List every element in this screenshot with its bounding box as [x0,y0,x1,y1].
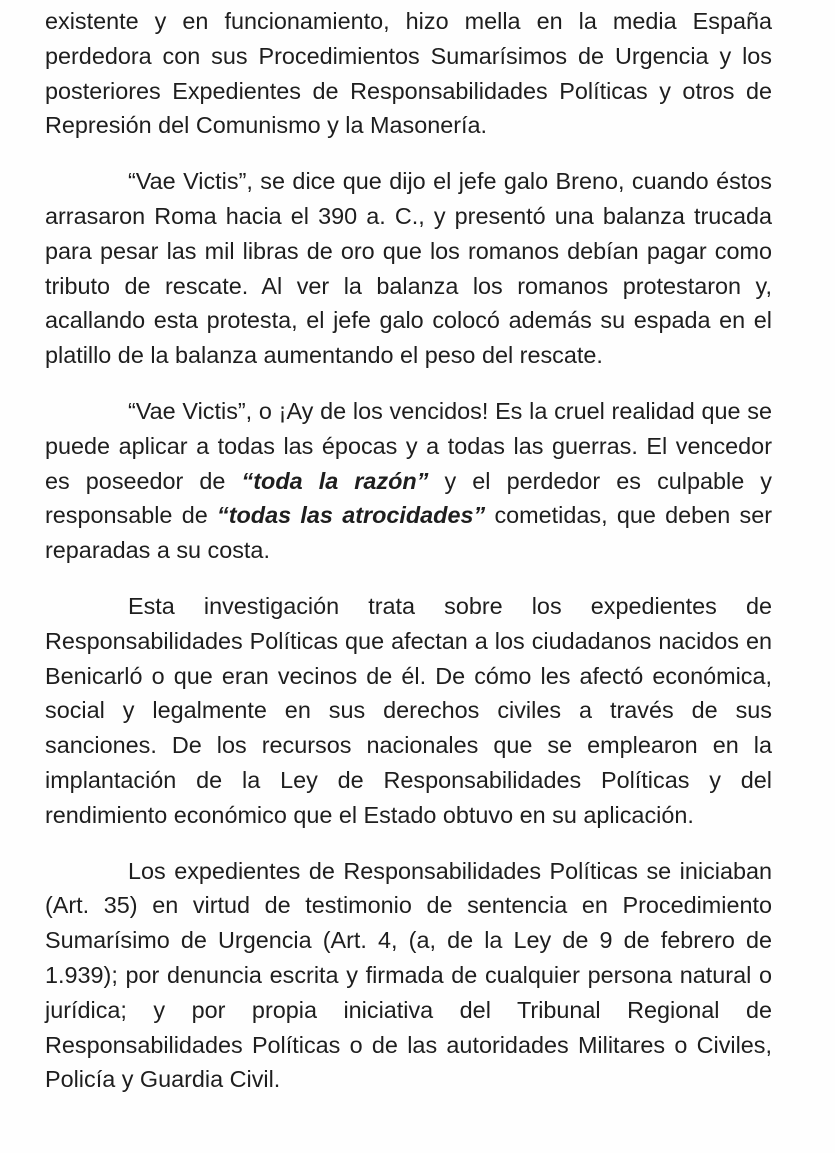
paragraph-2: “Vae Victis”, se dice que dijo el jefe galo Breno, cuando éstos arrasaron Roma hacia el 390 a. C., y presentó una balanza trucada para pesar las mil libras de oro que los romanos debían pagar como tributo de rescate. Al ver la balanza los romanos protestaron y, acallando esta protesta, el jefe galo colocó además su espada en el platillo de la balanza aumentando el peso del rescate. [45,168,772,369]
paragraph-3-text-a: “Vae Victis”, o ¡Ay de los vencidos! Es la cruel realidad que se puede aplicar a todas las épocas y a todas las guerras. El vencedor es poseedor de [45,397,772,494]
paragraph-5: Los expedientes de Responsabilidades Políticas se iniciaban (Art. 35) en virtud de testimonio de sentencia en Procedimiento Sumarísimo de Urgencia (Art. 4, (a, de la Ley de 9 de febrero de 1.939); por denuncia escrita y firmada de cualquier persona natural o jurídica; y por propia iniciativa del Tribunal Regional de Responsabilidades Políticas o de las autoridades Militares o Civiles, Policía y Guardia Civil. [45,857,772,1093]
paragraph-3-text-c: cometidas, que deben ser reparadas a su costa. [45,502,772,564]
document-body [45,4,772,1118]
paragraph-1: existente y en funcionamiento, hizo mella en la media España perdedora con sus Procedimientos Sumarísimos de Urgencia y los posteriores Expedientes de Responsabilidades Políticas y otros de Represión del Comunismo y la Masonería. [45,8,772,139]
paragraph-3 [45,394,772,568]
paragraph-3-text-b: y el perdedor es culpable y responsable de [45,467,773,529]
emphasis-todas-las-atrocidades: “todas las atrocidades” [217,502,486,529]
emphasis-toda-la-razon: “toda la razón” [241,467,429,494]
paragraph-4: Esta investigación trata sobre los expedientes de Responsabilidades Políticas que afectan a los ciudadanos nacidos en Benicarló o que eran vecinos de él. De cómo les afectó económica, social y legalmente en sus derechos civiles a través de sus sanciones. De los recursos nacionales que se emplearon en la implantación de la Ley de Responsabilidades Políticas y del rendimiento económico que el Estado obtuvo en su aplicación. [45,592,772,828]
